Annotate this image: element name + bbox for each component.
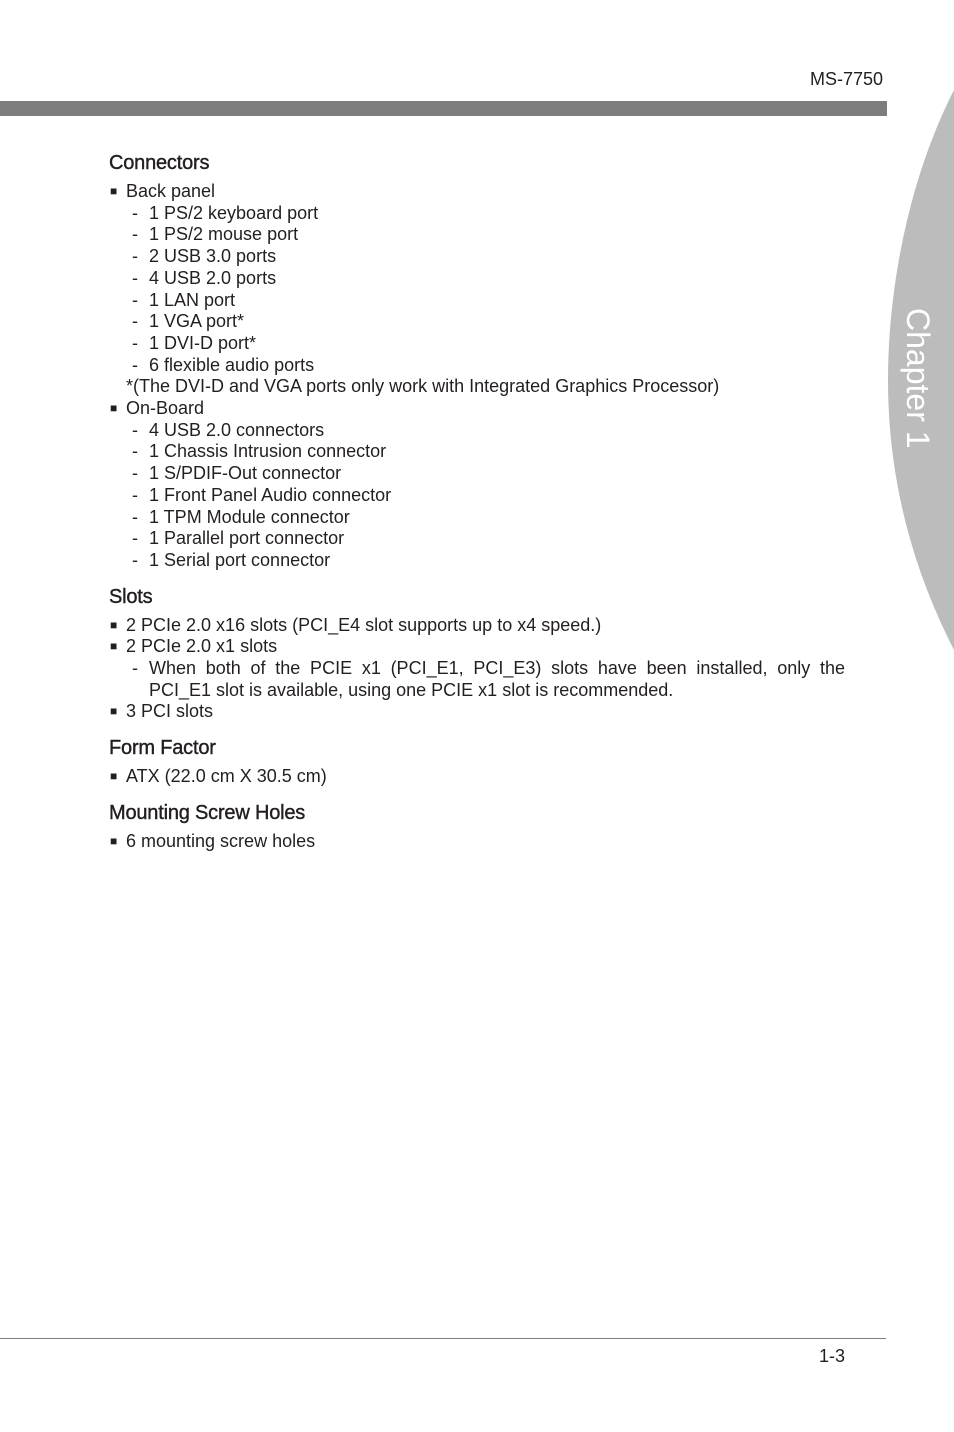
section-slots [109, 586, 845, 724]
list-item: - 1 Front Panel Audio connector [132, 484, 392, 505]
list-item: - 1 PS/2 keyboard port [132, 202, 319, 223]
list-item: ■ 2 PCIe 2.0 x16 slots (PCI_E4 slot supports up to x4 speed.) [109, 615, 845, 637]
list-item: - 1 DVI-D port* [132, 332, 257, 353]
list-item: - 6 flexible audio ports [132, 354, 315, 375]
list-item: ■ 6 mounting screw holes [109, 831, 845, 853]
list-item [109, 181, 845, 203]
footer-rule [0, 1338, 886, 1339]
list-item: - 1 LAN port [132, 289, 236, 310]
header-bar [0, 101, 887, 116]
on-board-label: On-Board [126, 398, 205, 419]
spec-content [109, 152, 845, 867]
list-item: - 1 PS/2 mouse port [132, 224, 299, 245]
list-item: - 1 S/PDIF-Out connector [132, 463, 342, 484]
list-item: - 4 USB 2.0 connectors [132, 419, 325, 440]
section-mounting-screw-holes [109, 802, 845, 853]
list-item: - 1 VGA port* [132, 311, 245, 332]
list-item: - 4 USB 2.0 ports [132, 267, 277, 288]
section-title-form-factor: Form Factor [109, 737, 216, 760]
page-number: 1-3 [818, 1346, 845, 1366]
list-item: - When both of the PCIE x1 (PCI_E1, PCI_E3) slots have been installed, only the PCI_E1 slot is available, using one PCIE x1 slot is recommended. [132, 658, 845, 700]
chapter-tab [888, 90, 954, 650]
back-panel-note: *(The DVI-D and VGA ports only work with Integrated Graphics Processor) [126, 376, 720, 397]
chapter-tab-label: Chapter 1 [900, 308, 936, 449]
list-item: - 1 Parallel port connector [132, 528, 345, 549]
section-form-factor [109, 737, 845, 788]
back-panel-label: Back panel [126, 181, 216, 201]
section-title-connectors: Connectors [109, 152, 210, 174]
list-item [109, 398, 845, 420]
model-number: MS-7750 [809, 69, 883, 89]
list-item: ■ 2 PCIe 2.0 x1 slots [109, 636, 845, 658]
list-item: - 1 Chassis Intrusion connector [132, 441, 387, 462]
section-title-slots: Slots [109, 585, 153, 608]
list-item: ■ ATX (22.0 cm X 30.5 cm) [109, 766, 845, 788]
list-item: - 1 TPM Module connector [132, 506, 350, 527]
list-item: ■ 3 PCI slots [109, 701, 845, 723]
list-item: - 1 Serial port connector [132, 549, 331, 570]
section-title-mounting: Mounting Screw Holes [109, 801, 306, 824]
list-item: - 2 USB 3.0 ports [132, 246, 277, 267]
section-connectors [109, 152, 845, 572]
